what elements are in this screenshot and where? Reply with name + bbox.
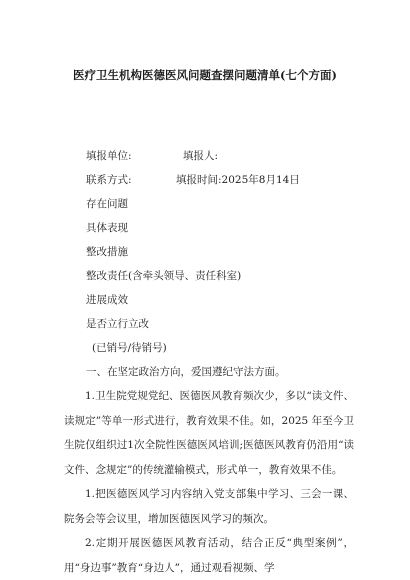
time-label: 填报时间:2025年8月14日 xyxy=(176,174,300,186)
section-1-measure-1: 1.把医德医风学习内容纳入党支部集中学习、三会一课、院务会等会议里，增加医德医风学习的频次。 xyxy=(64,488,354,525)
column-responsibility: 整改责任(含牵头领导、责任科室) xyxy=(86,270,242,282)
contact-label: 联系方式: xyxy=(86,174,132,186)
column-immediate: 是否立行立改 xyxy=(86,318,149,330)
section-1-problem: 1.卫生院党规党纪、医德医风教育频次少，多以“读文件、读规定”等单一形式进行，教育效果不佳。如，2025 年至今卫生院仅组织过1次全院性医德医风培训;医德医风教育仍沿用“读文件、念规定”的传统灌输模式，形式单一，教育效果不佳。 xyxy=(64,390,354,476)
column-measures: 整改措施 xyxy=(86,246,128,258)
document-title: 医疗卫生机构医德医风问题查摆问题清单(七个方面) xyxy=(73,68,337,82)
section-1-measure-2: 2.定期开展医德医风教育活动，结合正反“典型案例”，用“身边事”教育“身边人”，通过观看视频、学 xyxy=(64,537,354,574)
reporter-label: 填报人: xyxy=(183,150,219,162)
column-problem: 存在问题 xyxy=(86,198,128,210)
column-progress: 进展成效 xyxy=(86,294,128,306)
unit-label: 填报单位: xyxy=(86,150,132,162)
column-status: (已销号/待销号) xyxy=(92,342,167,354)
section-1-heading: 一、在坚定政治方向，爱国遵纪守法方面。 xyxy=(86,366,286,378)
column-manifestation: 具体表现 xyxy=(86,222,128,234)
